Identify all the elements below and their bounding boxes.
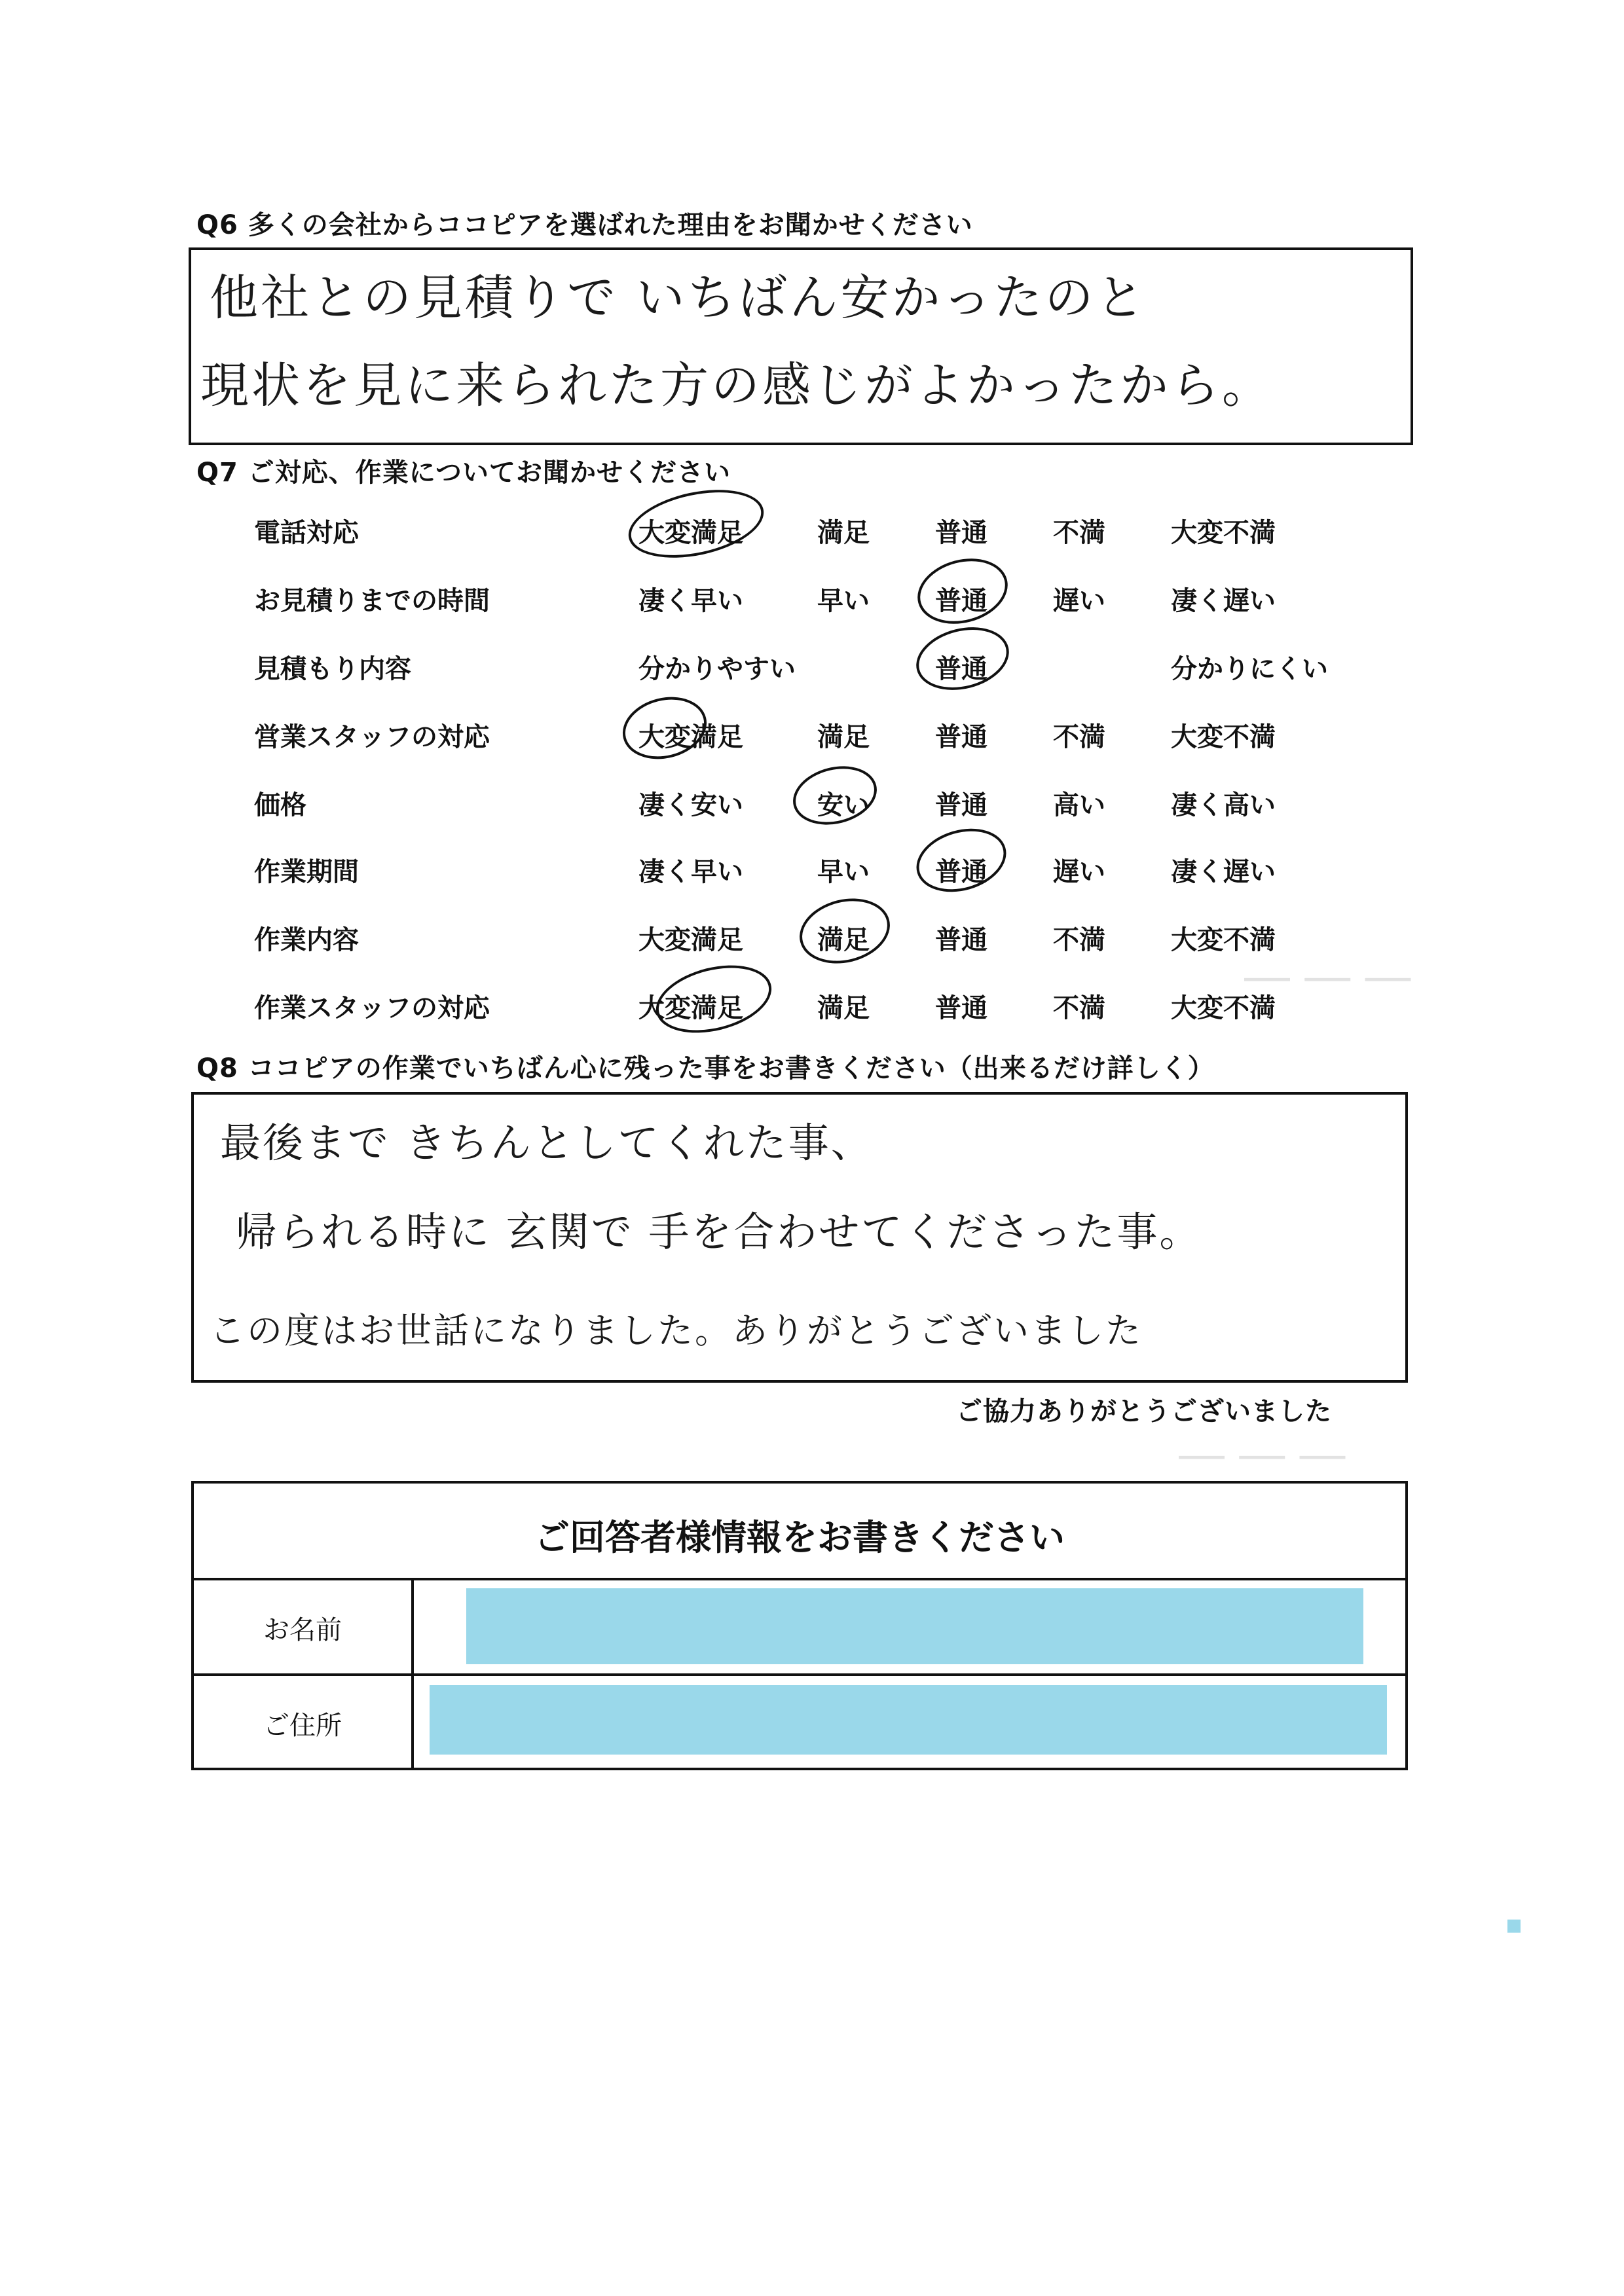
rating-option[interactable]: 分かりやすい [638,654,796,684]
selection-circle [910,618,1016,699]
q8-answer-line-1: 最後まで きちんとしてくれた事、 [220,1119,874,1167]
rating-option[interactable]: 大変満足 [638,925,743,955]
rating-option[interactable]: 大変不満 [1171,925,1276,955]
rating-option[interactable]: 満足 [817,518,870,548]
rating-option[interactable]: 遅い [1053,857,1105,887]
rating-option[interactable]: 大変不満 [1171,518,1276,548]
q8-heading: Q8 ココピアの作業でいちばん心に残った事をお書きください（出来るだけ詳しく） [196,1053,1215,1084]
rating-option[interactable]: 普通 [935,518,987,548]
rating-row-label: 作業内容 [254,925,359,955]
selection-circle [910,549,1015,634]
rating-option[interactable]: 大変満足 [638,518,743,548]
rating-option[interactable]: 不満 [1053,518,1105,548]
rating-option[interactable]: 大変不満 [1171,993,1276,1023]
selection-circle [787,758,883,833]
rating-option[interactable]: 満足 [817,925,870,955]
rating-option[interactable]: 遅い [1053,586,1105,616]
info-divider [194,1673,1405,1676]
rating-option[interactable]: 安い [817,790,870,820]
bleed-through-ghost: ― ― ― [1244,949,1411,1003]
name-field-redaction[interactable] [466,1588,1363,1664]
selection-circle [622,479,769,569]
rating-option[interactable]: 普通 [935,993,987,1023]
name-label: お名前 [263,1615,342,1645]
rating-option[interactable]: 満足 [817,722,870,752]
rating-option[interactable]: 普通 [935,857,987,887]
rating-option[interactable]: 不満 [1053,925,1105,955]
rating-option[interactable]: 普通 [935,586,987,616]
rating-option[interactable]: 凄く早い [638,857,743,887]
info-divider [194,1578,1405,1580]
rating-option[interactable]: 早い [817,857,870,887]
rating-option[interactable]: 満足 [817,993,870,1023]
q7-rating-table [0,0,1624,1048]
respondent-info-box [191,1481,1408,1770]
rating-option[interactable]: 早い [817,586,870,616]
respondent-info-title: ご回答者様情報をお書きください [534,1517,1065,1558]
rating-option[interactable]: 普通 [935,790,987,820]
rating-row-label: 価格 [254,790,306,820]
address-label: ご住所 [263,1711,342,1741]
q6-answer-line-2: 現状を見に来られた方の感じがよかったから。 [200,357,1273,414]
rating-option[interactable]: 普通 [935,925,987,955]
rating-row-label: 作業期間 [254,857,359,887]
rating-row-label: 営業スタッフの対応 [254,722,490,752]
rating-row-label: お見積りまでの時間 [254,586,490,616]
rating-option[interactable]: 大変満足 [638,993,743,1023]
thanks-text: ご協力ありがとうございました [956,1396,1332,1427]
q8-answer-box[interactable] [191,1092,1408,1383]
q8-answer-line-3: この度はお世話になりました。ありがとうございました [210,1310,1143,1351]
rating-option[interactable]: 大変満足 [638,722,743,752]
rating-option[interactable]: 不満 [1053,722,1105,752]
selection-circle [792,889,896,972]
selection-circle [909,818,1014,902]
bleed-through-ghost: ― ― ― [1179,1427,1346,1481]
rating-row-label: 見積もり内容 [254,654,411,684]
rating-option[interactable]: 大変不満 [1171,722,1276,752]
rating-option[interactable]: 凄く遅い [1171,857,1276,887]
rating-option[interactable]: 凄く早い [638,586,743,616]
rating-option[interactable]: 凄く安い [638,790,743,820]
rating-row-label: 作業スタッフの対応 [254,993,490,1023]
rating-row-label: 電話対応 [254,518,359,548]
rating-option[interactable]: 不満 [1053,993,1105,1023]
q8-answer-line-2: 帰られる時に 玄関で 手を合わせてくださった事。 [236,1208,1202,1256]
corner-marker [1507,1920,1521,1933]
rating-option[interactable]: 凄く高い [1171,790,1276,820]
info-column-divider [411,1578,414,1768]
rating-option[interactable]: 普通 [935,722,987,752]
address-field-redaction[interactable] [430,1685,1387,1755]
rating-option[interactable]: 凄く遅い [1171,586,1276,616]
selection-circle [649,955,779,1044]
q6-heading: Q6 多くの会社からココピアを選ばれた理由をお聞かせください [196,210,973,240]
q7-heading: Q7 ご対応、作業についてお聞かせください [196,458,731,488]
rating-option[interactable]: 分かりにくい [1171,654,1328,684]
rating-option[interactable]: 高い [1053,790,1105,820]
selection-circle [616,689,713,768]
q6-answer-line-1: 他社との見積りで いちばん安かったのと [210,270,1147,326]
rating-option[interactable]: 普通 [935,654,987,684]
